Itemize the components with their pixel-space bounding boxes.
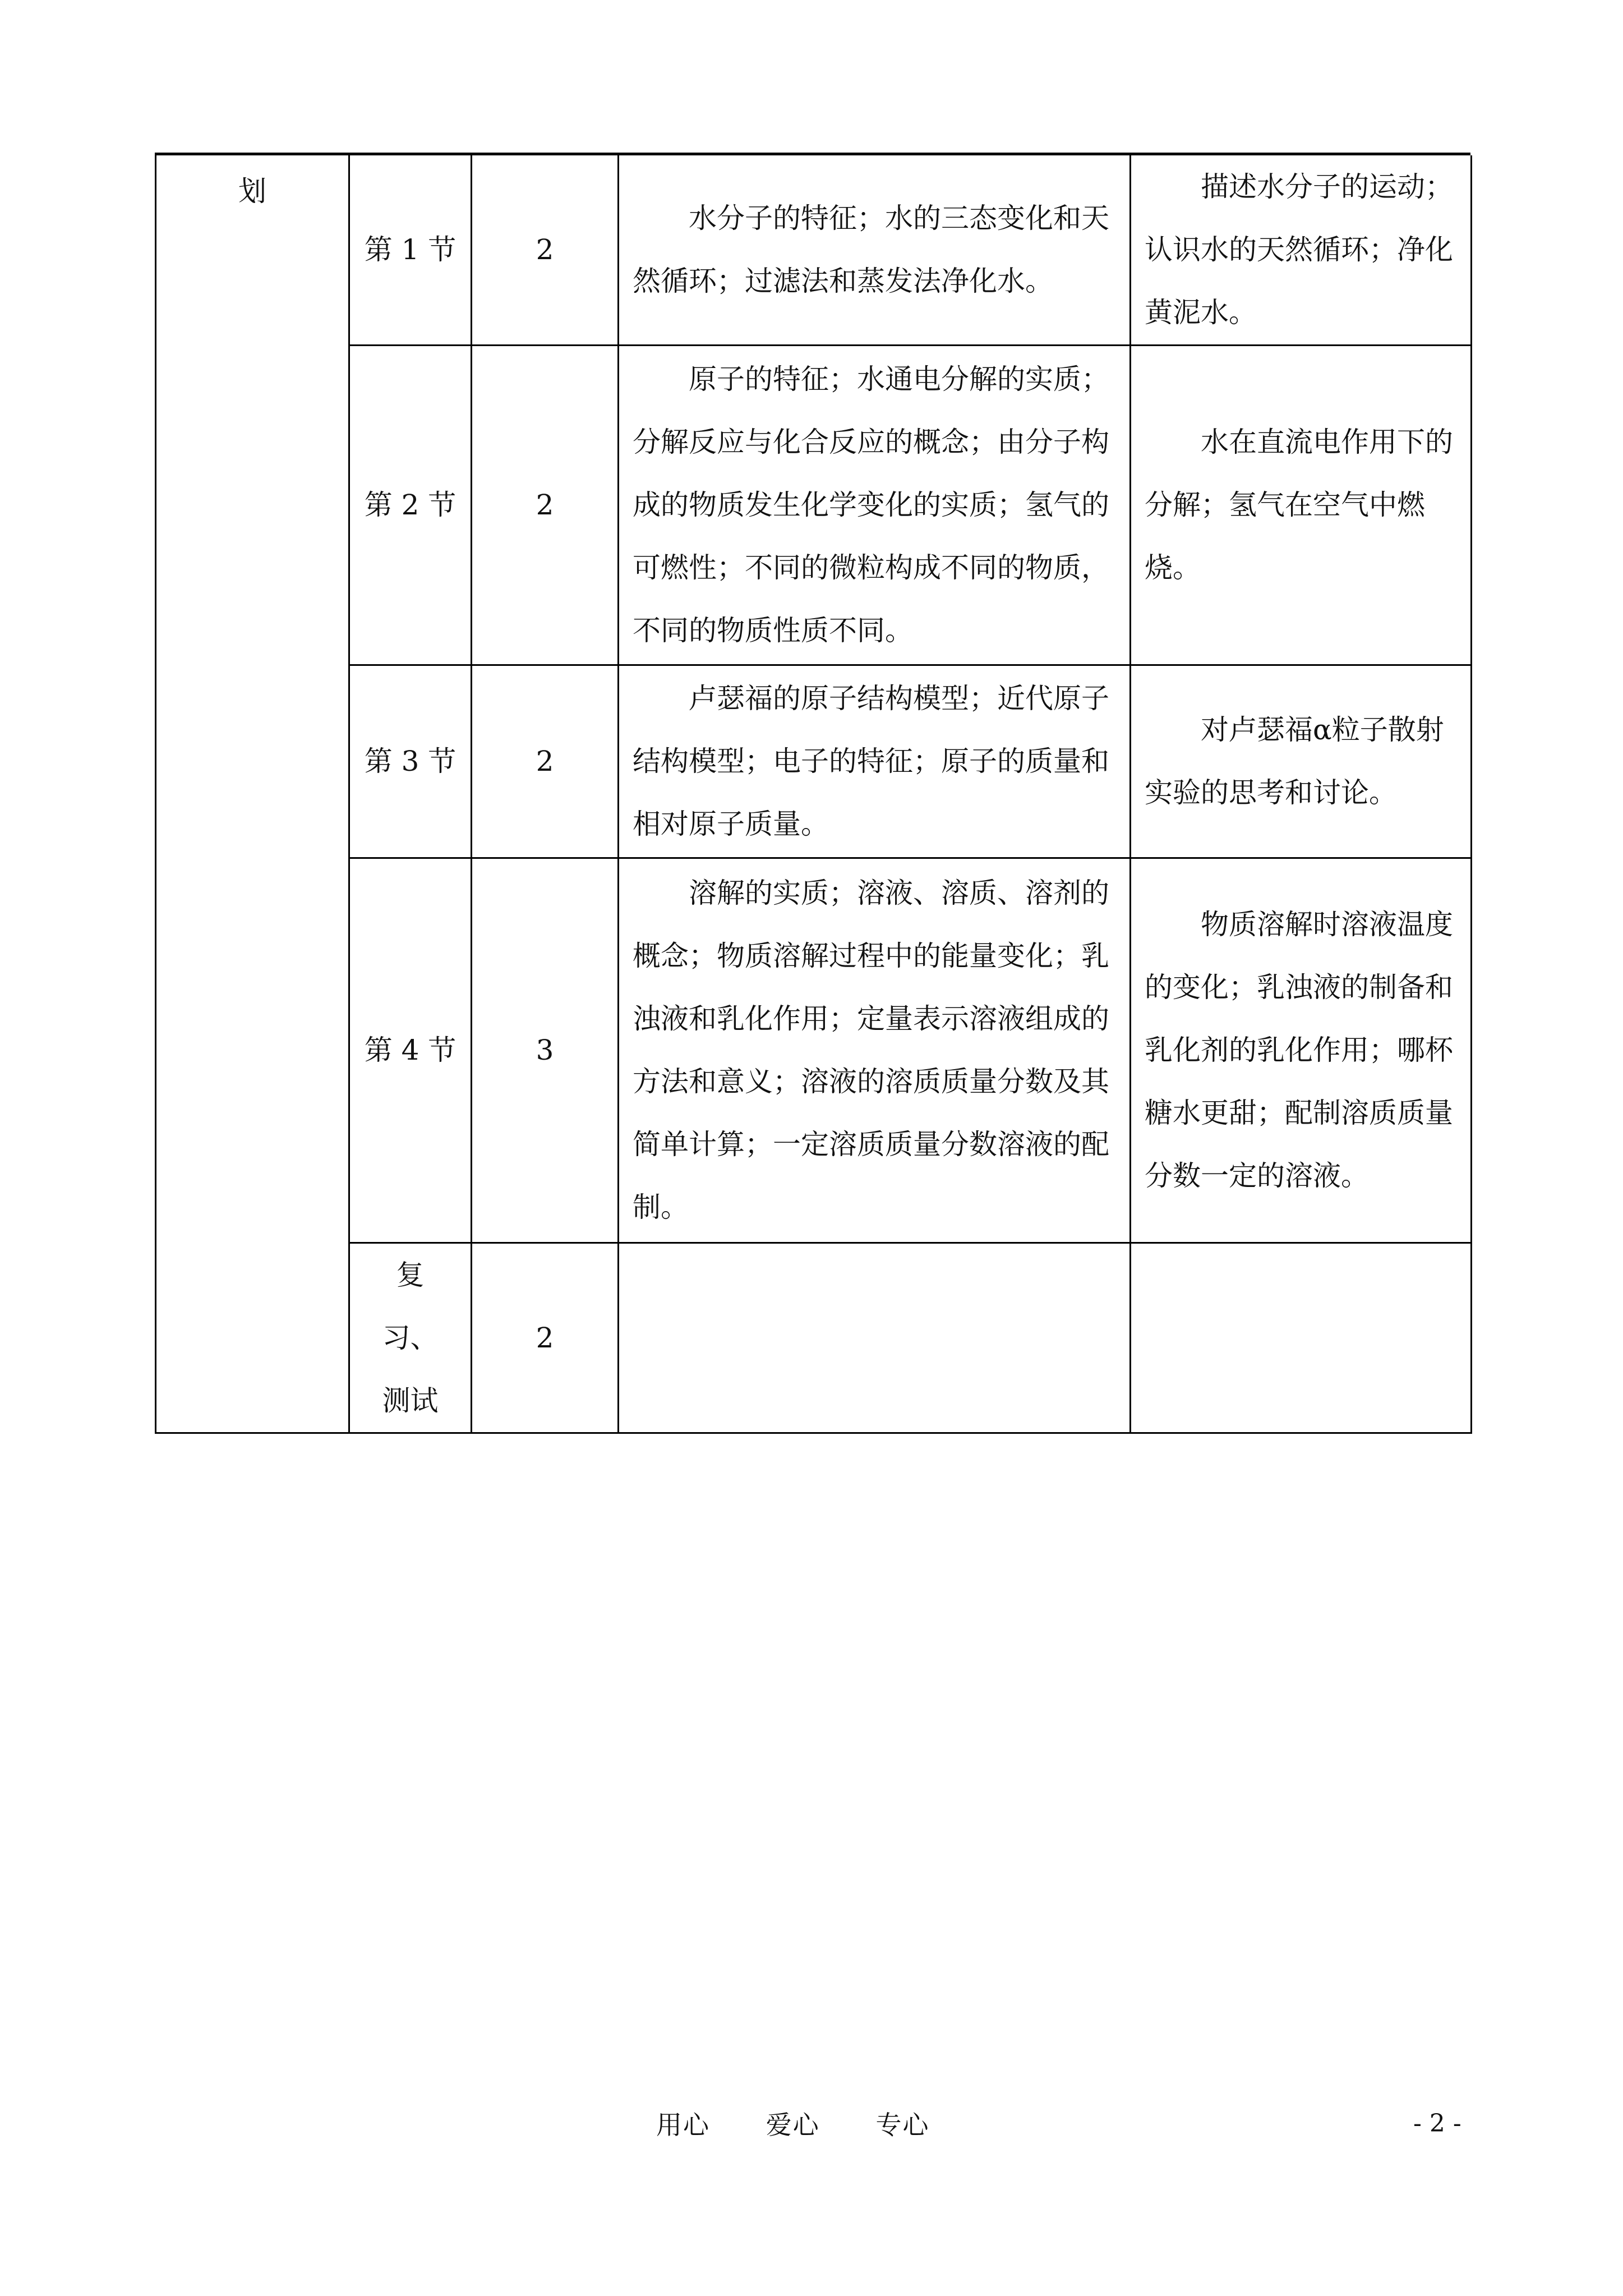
teaching-plan-table bbox=[155, 155, 1472, 1434]
section-cell: 第 1 节 bbox=[349, 155, 472, 345]
row-header-cell: 划 bbox=[156, 155, 349, 1433]
section-label: 复习、测试 bbox=[382, 1258, 439, 1417]
activity-cell bbox=[1131, 1243, 1472, 1433]
hours-cell: 2 bbox=[472, 665, 619, 858]
table-row bbox=[156, 665, 1472, 858]
page-number: - 2 - bbox=[1413, 2109, 1461, 2138]
footer-motto: 用心 爱心 专心 bbox=[656, 2110, 930, 2140]
section-cell: 第 2 节 bbox=[349, 345, 472, 665]
table-row bbox=[156, 1243, 1472, 1433]
activity-cell: 水在直流电作用下的分解；氢气在空气中燃烧。 bbox=[1131, 345, 1472, 665]
activity-cell: 描述水分子的运动；认识水的天然循环；净化黄泥水。 bbox=[1131, 155, 1472, 345]
table-row bbox=[156, 858, 1472, 1243]
content-cell: 水分子的特征；水的三态变化和天然循环；过滤法和蒸发法净化水。 bbox=[619, 155, 1131, 345]
content-cell: 溶解的实质；溶液、溶质、溶剂的概念；物质溶解过程中的能量变化；乳浊液和乳化作用；定量表示溶液组成的方法和意义；溶液的溶质质量分数及其简单计算；一定溶质质量分数溶液的配制。 bbox=[619, 858, 1131, 1243]
content-cell bbox=[619, 1243, 1131, 1433]
section-cell: 第 4 节 bbox=[349, 858, 472, 1243]
activity-cell: 对卢瑟福α粒子散射实验的思考和讨论。 bbox=[1131, 665, 1472, 858]
content-cell: 原子的特征；水通电分解的实质；分解反应与化合反应的概念；由分子构成的物质发生化学变化的实质；氢气的可燃性；不同的微粒构成不同的物质，不同的物质性质不同。 bbox=[619, 345, 1131, 665]
section-cell: 第 3 节 bbox=[349, 665, 472, 858]
table-row bbox=[156, 155, 1472, 345]
hours-cell: 3 bbox=[472, 858, 619, 1243]
table-row bbox=[156, 345, 1472, 665]
hours-cell: 2 bbox=[472, 345, 619, 665]
activity-cell: 物质溶解时溶液温度的变化；乳浊液的制备和乳化剂的乳化作用；哪杯糖水更甜；配制溶质质量分数一定的溶液。 bbox=[1131, 858, 1472, 1243]
hours-cell: 2 bbox=[472, 155, 619, 345]
content-cell: 卢瑟福的原子结构模型；近代原子结构模型；电子的特征；原子的质量和相对原子质量。 bbox=[619, 665, 1131, 858]
section-cell bbox=[349, 1243, 472, 1433]
hours-cell: 2 bbox=[472, 1243, 619, 1433]
